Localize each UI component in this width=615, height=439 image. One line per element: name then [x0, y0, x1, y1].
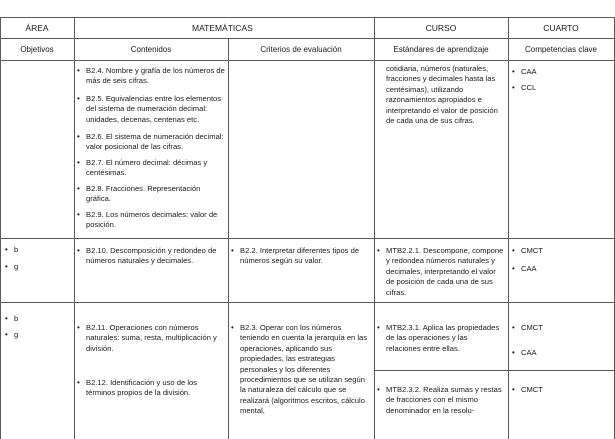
- criterios-heading: Criterios de evaluación: [260, 45, 342, 54]
- estandar-text: cotidiana, números (naturales, fracciones y decimales hasta las centésimas), utilizando razonamientos apropiados e interpretando el valor de posición de cada una de sus cifras.: [386, 64, 498, 126]
- criterio-text: • B2.2. Interpretar diferentes tipos de números según su valor.: [240, 246, 370, 267]
- course-label: CURSO: [425, 23, 457, 33]
- objetivos-heading: Objetivos: [20, 45, 54, 54]
- subheader-divider: [0, 60, 615, 61]
- contenido-item: • B2.10. Descomposición y redondeo de números naturales y decimales.: [86, 246, 226, 267]
- course-value: CUARTO: [543, 23, 579, 33]
- competencia-item: • CAA: [521, 264, 537, 274]
- estandar-text: • MTB2.2.1. Descompone, compone y redondea números naturales y decimales, interpretando el valor de posición de cada una de sus cifras.: [386, 246, 504, 298]
- contenido-item: • B2.11. Operaciones con números naturales: suma, resta, multiplicación y división.: [86, 323, 226, 354]
- criterio-text: • B2.3. Operar con los números teniendo en cuenta la jerarquía en las operaciones, aplicando sus propiedades, las estrategias personales y los diferentes procedimientos que se utilizan según la naturaleza del cálculo que se realizará (algoritmos escritos, cálculo mental,: [240, 323, 370, 417]
- objetivo-item: • g: [14, 262, 18, 272]
- table-border-top: [0, 17, 615, 18]
- contenidos-heading: Contenidos: [130, 45, 172, 54]
- estandar-text: • MTB2.3.2. Realiza sumas y restas de fracciones con el mismo denominador en la resolu-: [386, 385, 504, 416]
- objetivo-item: • b: [14, 314, 18, 324]
- estandar-text: • MTB2.3.1. Aplica las propiedades de las operaciones y las relaciones entre ellas.: [386, 323, 504, 354]
- contenido-item: • B2.4. Nombre y grafía de los números de más de seis cifras.: [86, 66, 226, 87]
- competencia-item: • CAA: [521, 348, 537, 358]
- contenido-item: • B2.12. Identificación y uso de los términos propios de la división.: [86, 378, 226, 399]
- competencia-item: • CCL: [521, 83, 536, 93]
- competencias-heading: Competencias clave: [524, 45, 598, 54]
- column-divider: [228, 38, 229, 439]
- column-divider: [74, 17, 75, 439]
- competencia-item: • CAA: [521, 67, 537, 77]
- subject-title: MATEMÁTICAS: [192, 23, 253, 33]
- row-divider: [0, 238, 615, 239]
- estandares-heading: Estándares de aprendizaje: [393, 45, 489, 54]
- row-divider: [0, 302, 615, 303]
- area-label: ÁREA: [25, 23, 49, 33]
- cell-divider: [374, 370, 615, 371]
- column-divider: [374, 17, 375, 439]
- competencia-item: • CMCT: [521, 246, 543, 256]
- contenido-item: • B2.6. El sistema de numeración decimal: valor posicional de las cifras.: [86, 132, 226, 153]
- contenido-item: • B2.5. Equivalencias entre los elementos del sistema de numeración decimal: unidades, decenas, centenas etc.: [86, 94, 226, 125]
- column-divider: [508, 17, 509, 439]
- contenido-item: • B2.9. Los números decimales: valor de posición.: [86, 210, 226, 231]
- contenido-item: • B2.7. El número decimal: décimas y centésimas.: [86, 158, 226, 179]
- header-divider: [0, 38, 615, 39]
- objetivo-item: • g: [14, 330, 18, 340]
- competencia-item: • CMCT: [521, 323, 543, 333]
- competencia-item: • CMCT: [521, 385, 543, 395]
- table-border-left: [0, 17, 1, 439]
- objetivo-item: • b: [14, 245, 18, 255]
- contenido-item: • B2.8. Fracciones. Representación gráfica.: [86, 184, 226, 205]
